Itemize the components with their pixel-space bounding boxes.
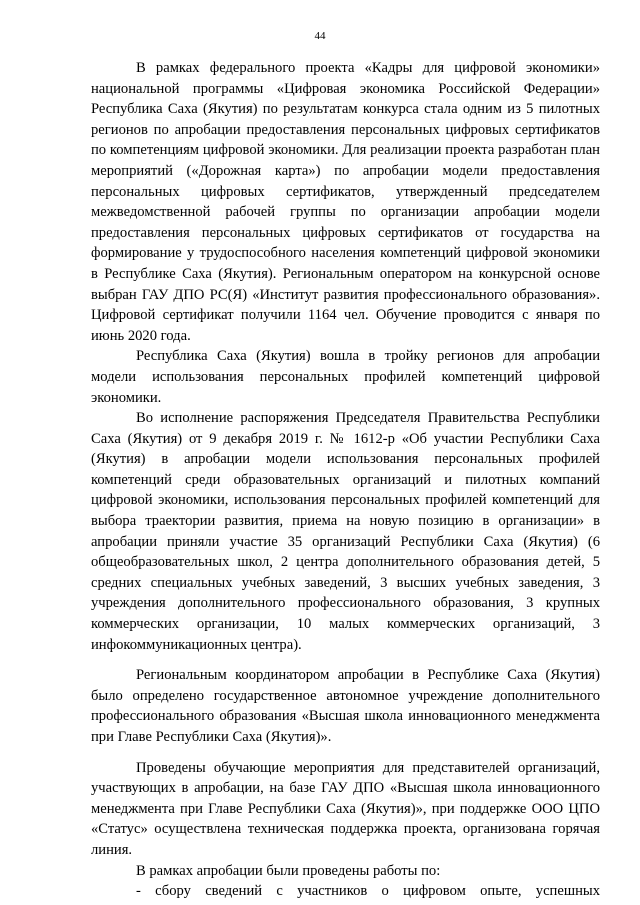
document-body bbox=[91, 58, 600, 902]
page-number: 44 bbox=[314, 30, 326, 42]
paragraph-regional-coordinator: Региональным координатором апробации в Республике Саха (Якутия) было определено государственное автономное учреждение дополнительного профессионального образования «Высшая школа инновационного менеджмента при Главе Республики Саха (Якутия)». bbox=[91, 667, 600, 745]
paragraph-digital-certificates: В рамках федерального проекта «Кадры для цифровой экономики» национальной программы «Цифровая экономика Российской Федерации» Республика Саха (Якутия) по результатам конкурса стала одним из 5 пилотных регионов по апробации предоставления персональных цифровых сертификатов по компетенциям цифровой экономики. Для реализации проекта разработан план мероприятий («Дорожная карта») по апробации модели предоставления персональных цифровых сертификатов, утвержденный председателем межведомственной рабочей группы по организации апробации модели предоставления персональных цифровых сертификатов от государства на формирование у трудоспособного населения компетенций цифровой экономики в Республике Саха (Якутия). Региональным оператором на конкурсной основе выбран ГАУ ДПО РС(Я) «Институт развития профессионального образования». Цифровой сертификат получили 1164 чел. Обучение проводится с января по июнь 2020 года. bbox=[91, 60, 600, 344]
paragraph-work-intro: В рамках апробации были проведены работы по: bbox=[136, 862, 441, 879]
paragraph-training-events: Проведены обучающие мероприятия для представителей организаций, участвующих в апробации, на базе ГАУ ДПО «Высшая школа инновационного менеджмента при Главе Республики Саха (Якутия)», при поддержке ООО ЦПО «Статус» осуществлена техническая поддержка проекта, организована горячая линия. bbox=[91, 759, 600, 858]
list-item-data-collection: - сбору сведений с участников о цифровом опыте, успешных bbox=[136, 883, 600, 900]
paragraph-competence-profiles: Республика Саха (Якутия) вошла в тройку регионов для апробации модели использования персональных профилей компетенций цифровой экономики. bbox=[91, 348, 600, 406]
paragraph-government-order: Во исполнение распоряжения Председателя Правительства Республики Саха (Якутия) от 9 декабря 2019 г. № 1612-р «Об участии Республики Саха (Якутия) в апробации модели использования персональных профилей компетенций среди образовательных организаций и пилотных компаний цифровой экономики, использования персональных профилей компетенций для выбора траектории развития, приема на новую позицию в организации» в апробации приняли участие 35 организаций Республики Саха (Якутия) (6 общеобразовательных школ, 2 центра дополнительного образования детей, 5 средних специальных учебных заведений, 3 высших учебных заведения, 3 учреждения дополнительного профессионального образования, 3 крупных коммерческих организации, 10 малых коммерческих организаций, 3 инфокоммуникационных центра). bbox=[91, 410, 600, 653]
